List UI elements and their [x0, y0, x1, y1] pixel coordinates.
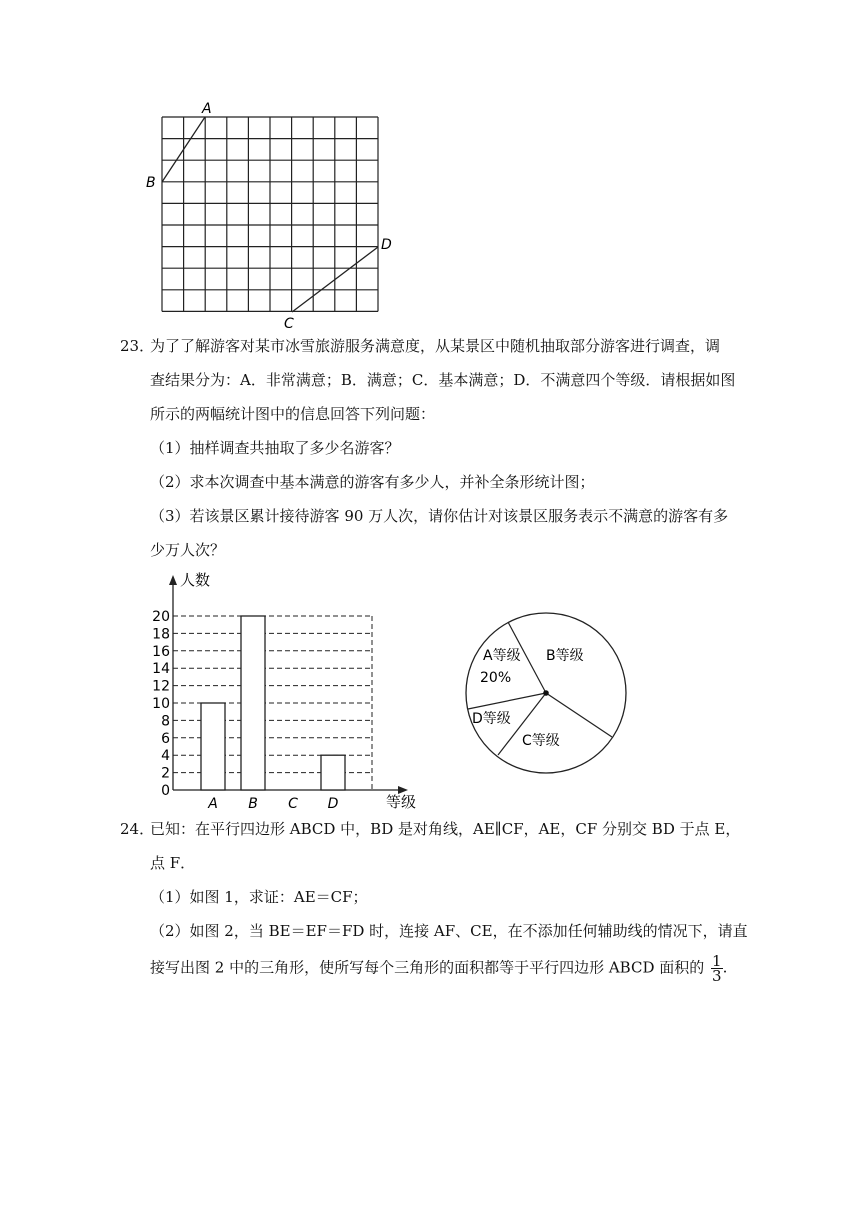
bar-b	[241, 616, 265, 790]
bar-chart-x-axis-label: 等级	[386, 793, 417, 811]
bar-chart-x-tick-labels	[207, 796, 338, 812]
pie-label-d: D等级	[472, 711, 511, 727]
y-tick-label: 0	[161, 783, 170, 799]
q24-number: 24．	[120, 820, 155, 838]
q23-sub3b: 少万人次？	[150, 541, 226, 559]
y-tick-label: 10	[152, 696, 170, 712]
y-tick-label: 8	[161, 713, 170, 730]
pie-center-dot	[543, 690, 549, 696]
q23-line1: 为了了解游客对某市冰雪旅游服务满意度，从某景区中随机抽取部分游客进行调查，调	[150, 337, 721, 355]
y-axis-arrow	[169, 575, 177, 585]
label-a: A	[202, 101, 212, 117]
pie-label-c: C等级	[522, 733, 560, 749]
y-tick-label: 2	[161, 765, 170, 782]
label-d: D	[381, 237, 392, 253]
pie-label-a: A等级	[483, 648, 521, 664]
q24-line1: 已知：在平行四边形 ABCD 中，BD 是对角线，AE∥CF，AE，CF 分别交 BD 于点 E，	[150, 820, 741, 838]
fraction-numerator: 1	[712, 952, 722, 970]
q23-line2: 查结果分为：A．非常满意；B．满意；C．基本满意；D．不满意四个等级．请根据如图	[150, 371, 736, 389]
pie-label-a-percent: 20%	[480, 670, 512, 686]
fraction-one-third	[711, 954, 723, 983]
y-tick-label: 4	[161, 748, 170, 765]
fraction-denominator: 3	[712, 967, 722, 985]
y-tick-label: 18	[152, 626, 170, 643]
grid-figure	[140, 95, 400, 335]
y-tick-label: 20	[152, 609, 170, 625]
bar-a	[201, 703, 225, 790]
y-tick-label: 14	[152, 661, 170, 678]
bar-chart-y-axis-label: 人数	[180, 571, 211, 589]
y-tick-label: 6	[161, 730, 170, 747]
grid-lines	[162, 117, 378, 311]
x-tick-label: B	[248, 796, 258, 812]
q24-line2: 点 F．	[150, 854, 196, 872]
q24-sub2b	[150, 954, 727, 983]
bar-d	[321, 755, 345, 790]
pie-label-b: B等级	[546, 648, 584, 664]
q23-sub1: （1）抽样调查共抽取了多少名游客？	[150, 439, 400, 457]
q23-number: 23．	[120, 337, 155, 355]
q23-sub2: （2）求本次调查中基本满意的游客有多少人，并补全条形统计图；	[150, 473, 595, 491]
label-c: C	[284, 316, 294, 332]
q23-sub3a: （3）若该景区累计接待游客 90 万人次，请你估计对该景区服务表示不满意的游客有多	[150, 507, 729, 525]
pie-chart	[460, 612, 635, 782]
x-tick-label: C	[288, 796, 298, 812]
x-tick-label: D	[327, 796, 339, 812]
q23-line3: 所示的两幅统计图中的信息回答下列问题：	[150, 405, 436, 423]
q24-sub2a: （2）如图 2，当 BE＝EF＝FD 时，连接 AF、CE，在不添加任何辅助线的情况下，请直	[150, 922, 748, 940]
y-tick-label: 16	[152, 643, 170, 660]
bar-chart	[140, 565, 430, 815]
q24-sub1: （1）如图 1，求证：AE＝CF；	[150, 888, 368, 906]
bar-chart-y-tick-labels	[152, 609, 170, 799]
x-tick-label: A	[208, 796, 218, 812]
label-b: B	[146, 175, 156, 191]
q24-period: .	[722, 958, 728, 977]
y-tick-label: 12	[152, 678, 170, 695]
q24-sub2b-text: 接写出图 2 中的三角形，使所写每个三角形的面积都等于平行四边形 ABCD 面积的	[150, 958, 705, 977]
